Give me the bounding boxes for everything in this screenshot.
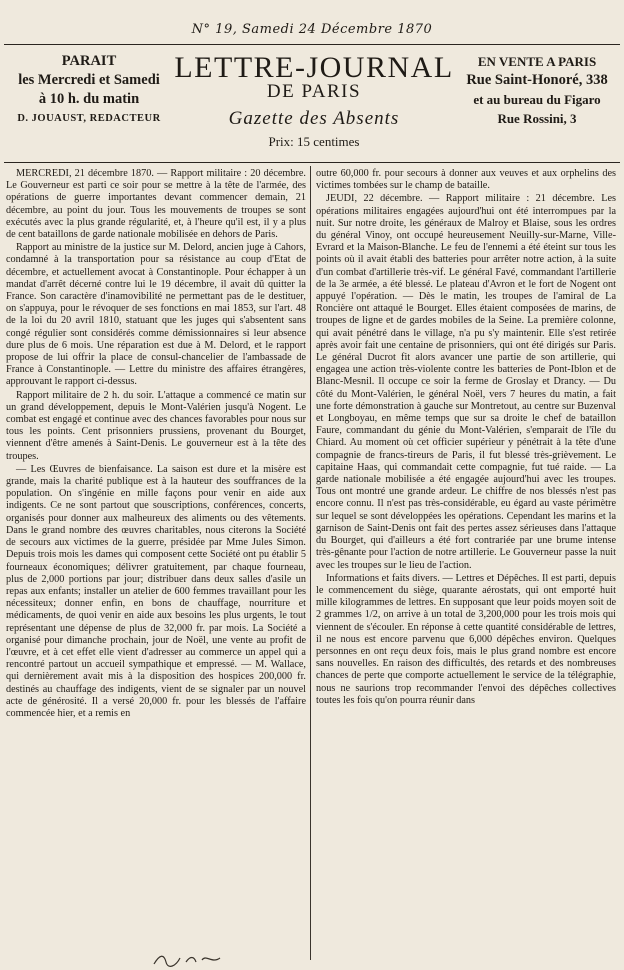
header-right-line: et au bureau du Figaro xyxy=(473,92,601,107)
article-paragraph: Rapport au ministre de la justice sur M. Delord, ancien juge à Cahors, condamné à la transportation pour sa résistance au coup d'Etat de décembre, et actuellement avocat à Constantinople. Pour échapper à un mandat d'arrêt décerné contre lui le 19 décembre, il avait dû quitter la France. Son caractère d'inamovibilité ne permettant pas de le destituer, on s'appuya, pour le révoquer de ses fonctions en mai 1853, sur l'art. 48 de la loi du 20 avril 1810, statuant que les juges qui s'absentent sans congé régulier sont considérés comme démissionnaires si leur absence dure plus de 6 mois. Une réparation est due à M. Delord, et le rapport propose de lui offrir la place de consul-chancelier de l'ambassade de France à Constantinople. — Lettre du ministre des affaires étrangères, approuvant le rapport ci-dessus. xyxy=(6,242,306,388)
masthead-gazette: Gazette des Absents xyxy=(228,108,400,129)
header-left-line: D. JOUAUST, REDACTEUR xyxy=(17,113,161,124)
header-left-line: les Mercredi et Samedi xyxy=(18,72,160,88)
article-paragraph: outre 60,000 fr. pour secours à donner aux veuves et aux orphelins des victimes tombées sur le champ de bataille. xyxy=(316,168,616,192)
header-left-line: PARAIT xyxy=(61,53,117,69)
header-right-line: Rue Rossini, 3 xyxy=(497,111,577,126)
header-right-line: EN VENTE A PARIS xyxy=(477,54,597,69)
top-rule xyxy=(4,44,620,45)
article-paragraph: — Les Œuvres de bienfaisance. La saison est dure et la misère est grande, mais la charité publique est à la hauteur des souffrances de la population. On s'ingénie en mille façons pour venir en aide aux indigents. Ce ne sont partout que souscriptions, conférences, concerts, organisés pour donner aux malheureux des aliments ou des vêtements. Dans le grand nombre des œuvres charitables, nous citerons la Société de secours aux victimes de la guerre, présidée par Mme Jules Simon. Depuis trois mois les dames qui composent cette Société ont pu établir 5 fourneaux économiques; délivrer gratuitement, par chaque fourneau, plus de 2,000 portions par jour; distribuer dans deux salles d'asile un repas aux enfants; installer un atelier de 600 femmes travaillant pour les nécessiteux; donner enfin, en bons de chauffage, nourriture et médicaments, de quoi venir en aide aux besoins les plus urgents, le tout représentant une dépense de plus de 32,000 fr. par mois. La Société a organisé pour dimanche prochain, jour de Noël, une vente au profit de l'œuvre, et à cet effet elle vient d'adresser au commerce un appel qui a rencontré partout un accueil sympathique et empressé. — M. Wallace, qui dernièrement avait mis à la disposition des hospices 200,000 fr. destinés au chauffage des indigents, vient de se signaler par un nouvel acte de générosité. Il a versé 20,000 fr. pour les blessés de l'affaire commencée hier, et a remis en xyxy=(6,463,306,719)
masthead-title: LETTRE-JOURNAL xyxy=(174,51,454,84)
left-column xyxy=(6,168,306,958)
article-paragraph: Informations et faits divers. — Lettres et Dépêches. Il est parti, depuis le commencement du siège, quarante aérostats, qui ont emporté huit mille kilogrammes de lettres. En supposant que leur poids moyen soit de 2 grammes 1/2, on arrive à un total de 3,200,000 pour les trois mois qui viennent de s'écouler. En réponse à cette quantité considérable de lettres, il ne nous est encore parvenu que 6,000 dépêches environ. Quelques personnes en ont reçu deux fois, mais le plus grand nombre est encore sans nouvelles. En raison des difficultés, des retards et des nombreuses chances de perte que comporte actuellement le service de la télégraphie, nous ne saurions trop recommander l'envoi des dépêches collectives toutes les fois qu'on pourra réunir dans xyxy=(316,572,616,706)
handwritten-mark xyxy=(150,950,230,968)
header-right-block xyxy=(456,52,618,128)
column-divider xyxy=(310,166,311,960)
header-left-block xyxy=(14,52,164,128)
article-paragraph: Rapport militaire de 2 h. du soir. L'attaque a commencé ce matin sur un grand développement, depuis le Mont-Valérien jusqu'à Nogent. Le combat est engagé et continue avec des chances favorables pour nous sur tous les points. Cent prisonniers prussiens, provenant du Bourget, viennent d'être amenés à Saint-Denis. Le gouverneur est à la tête des troupes. xyxy=(6,389,306,462)
header-right-line: Rue Saint-Honoré, 338 xyxy=(466,72,608,88)
masthead-price: Prix: 15 centimes xyxy=(268,134,360,149)
masthead-subtitle: DE PARIS xyxy=(266,81,362,102)
article-paragraph: MERCREDI, 21 décembre 1870. — Rapport militaire : 20 décembre. Le Gouverneur est parti ce soir pour se mettre à la tête de l'armée, des opérations de guerre importantes devant commencer demain, 21 décembre, au point du jour. Tous les mouvements de troupes se sont exécutés avec la plus grande régularité, et, à l'heure qu'il est, il y a plus de cent bataillons de garde nationale mobilisée en dehors de Paris. xyxy=(6,168,306,241)
header-left-line: à 10 h. du matin xyxy=(38,91,140,107)
article-paragraph: JEUDI, 22 décembre. — Rapport militaire : 21 décembre. Les opérations militaires engagées aujourd'hui ont été interrompues par la nuit. Sur notre droite, les généraux de Malroy et Blaise, sous les ordres du général Vinoy, ont occupé heureusement Neuilly-sur-Marne, Ville-Evrard et la Maison-Blanche. Le feu de l'ennemi a été éteint sur tous les points où il avait établi des batteries pour arrêter notre action, à la suite d'un combat d'artillerie très-vif. Le général Favé, commandant l'artillerie de la 3e armée, a été blessé. Le plateau d'Avron et le fort de Nogent ont appuyé l'opération. — Dès le matin, les troupes de l'amiral de La Roncière ont attaqué le Bourget. Elles étaient composées de marins, de troupes de ligne et de gardes mobiles de la Seine. La première colonne, qui avait pénétré dans le village, n'a pu s'y maintenir. Elle s'est retirée après avoir fait une centaine de prisonniers, qui ont été dirigés sur Paris. Le général Ducrot fit alors avancer une partie de son artillerie, qui engagea une action très-violente contre les batteries de Pont-Iblon et de Blanc-Mesnil. Il occupe ce soir la ferme de Groslay et Drancy. — Du côté du Mont-Valérien, le général Noël, vers 7 heures du matin, a fait une forte démonstration à gauche sur Montretout, au centre sur Buzenval et Longboyau, en même temps que sur sa droite le chef de bataillon Faure, commandant du génie du Mont-Valérien, s'emparait de l'île du Chiard. Au moment où cet officier supérieur y pénétrait à la tête d'une compagnie de francs-tireurs de Paris, il fut blessé très-grièvement. Le capitaine Haas, qui commandait cette compagnie, fut tué raide. — La garde nationale mobilisée a été engagée aujourd'hui avec les troupes. Tous ont montré une grande ardeur. Le chiffre de nos blessés n'est pas encore connu. Il n'est pas très-considérable, eu égard au vaste périmètre sur lequel se sont développées les opérations. Cependant les marins et la garnison de Saint-Denis ont fait des pertes assez sérieuses dans l'attaque du Bourget, qui d'ailleurs a été fort contrariée par une brume intense très-gênante pour l'action de notre artillerie. Le Gouverneur passe la nuit avec les troupes sur le lieu de l'action. xyxy=(316,193,616,571)
issue-line: N° 19, Samedi 24 Décembre 1870 xyxy=(191,22,433,37)
masthead xyxy=(168,52,460,150)
header-bottom-rule xyxy=(4,162,620,163)
right-column xyxy=(316,168,616,958)
